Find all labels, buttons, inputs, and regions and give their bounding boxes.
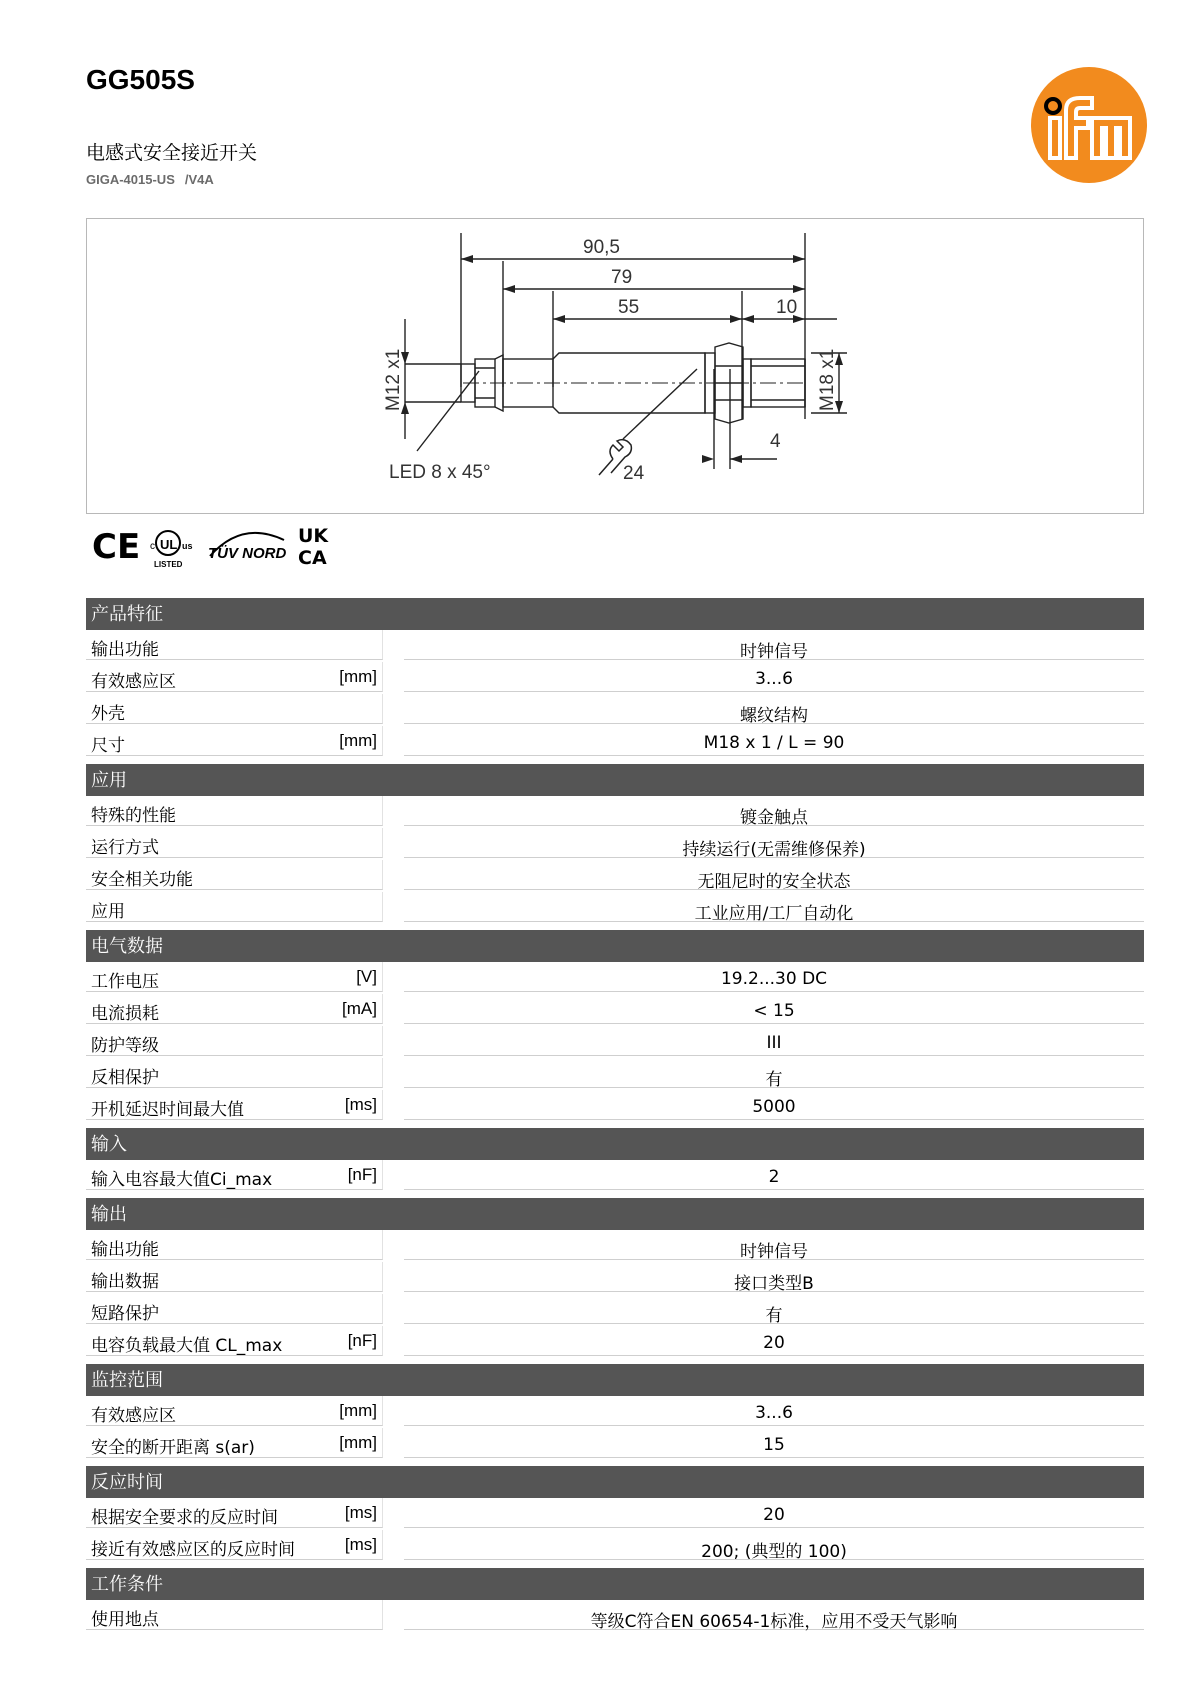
tuv-nord-icon xyxy=(208,533,287,562)
spec-table xyxy=(86,598,1144,1638)
dimension-drawing-frame xyxy=(86,218,1144,514)
thread-m12: M12 x1 xyxy=(383,348,404,411)
spec-value-cell xyxy=(404,694,1144,724)
product-subtitle: 电感式安全接近开关 xyxy=(86,142,258,164)
spec-row xyxy=(86,1294,1144,1326)
spec-unit: [nF] xyxy=(347,1165,377,1184)
spec-label: 尺寸 xyxy=(91,736,125,756)
spec-value: 持续运行(无需维修保养) xyxy=(682,840,866,860)
spec-value-cell xyxy=(404,1026,1144,1056)
spec-value: 200; (典型的 100) xyxy=(701,1542,847,1562)
section-header: 工作条件 xyxy=(86,1568,1144,1600)
spec-label-cell xyxy=(86,994,383,1024)
spec-label: 接近有效感应区的反应时间 xyxy=(91,1540,295,1560)
spec-value-cell xyxy=(404,726,1144,756)
spec-value-cell xyxy=(404,860,1144,890)
spec-value: < 15 xyxy=(753,1001,795,1021)
spec-value: 螺纹结构 xyxy=(740,706,808,726)
section-header: 反应时间 xyxy=(86,1466,1144,1498)
spec-row xyxy=(86,796,1144,828)
spec-label-cell xyxy=(86,1530,383,1560)
spec-row xyxy=(86,694,1144,726)
spec-value-cell xyxy=(404,1090,1144,1120)
spec-value: 接口类型B xyxy=(734,1274,814,1294)
svg-text:CA: CA xyxy=(298,547,327,569)
spec-value: 15 xyxy=(763,1435,785,1455)
section-header: 监控范围 xyxy=(86,1364,1144,1396)
spec-label-cell xyxy=(86,1326,383,1356)
spec-label-cell xyxy=(86,892,383,922)
spec-row xyxy=(86,994,1144,1026)
spec-value: 有 xyxy=(765,1070,783,1090)
spec-label: 输出数据 xyxy=(91,1272,159,1292)
spec-row xyxy=(86,1498,1144,1530)
spec-unit: [nF] xyxy=(347,1331,377,1350)
spec-value: M18 x 1 / L = 90 xyxy=(703,733,845,753)
led-label: LED 8 x 45° xyxy=(389,462,491,483)
spec-label-cell xyxy=(86,1026,383,1056)
variant-code: GIGA-4015-US xyxy=(86,172,175,187)
spec-label: 安全的断开距离 s(ar) xyxy=(91,1438,255,1458)
section-header: 输出 xyxy=(86,1198,1144,1230)
spec-row xyxy=(86,630,1144,662)
spec-label-cell xyxy=(86,828,383,858)
spec-row xyxy=(86,860,1144,892)
thread-m18: M18 x1 xyxy=(817,348,838,411)
spec-label: 应用 xyxy=(91,902,125,922)
spec-value: 20 xyxy=(763,1333,785,1353)
spec-unit: [V] xyxy=(356,967,377,986)
spec-value: 时钟信号 xyxy=(740,1242,808,1262)
spec-row xyxy=(86,1530,1144,1562)
spec-value-cell xyxy=(404,630,1144,660)
spec-label: 短路保护 xyxy=(91,1304,159,1324)
spec-label-cell xyxy=(86,962,383,992)
dim-79: 79 xyxy=(611,267,633,288)
spec-label: 开机延迟时间最大值 xyxy=(91,1100,244,1120)
spec-label-cell xyxy=(86,1498,383,1528)
spec-value-cell xyxy=(404,828,1144,858)
spec-label: 有效感应区 xyxy=(91,1406,176,1426)
spec-unit: [ms] xyxy=(344,1503,377,1522)
spec-value-cell xyxy=(404,1396,1144,1426)
spec-value-cell xyxy=(404,1600,1144,1630)
spec-value-cell xyxy=(404,962,1144,992)
spec-row xyxy=(86,828,1144,860)
spec-value-cell xyxy=(404,796,1144,826)
spec-label: 工作电压 xyxy=(91,972,159,992)
spec-unit: [mm] xyxy=(339,731,377,750)
spec-unit: [ms] xyxy=(344,1535,377,1554)
spec-value: 3...6 xyxy=(755,1403,793,1423)
spec-label-cell xyxy=(86,796,383,826)
spec-value-cell xyxy=(404,892,1144,922)
spec-value-cell xyxy=(404,1230,1144,1260)
dimension-drawing xyxy=(87,219,1145,515)
spec-row xyxy=(86,1026,1144,1058)
dim-4: 4 xyxy=(770,431,781,452)
spec-label-cell xyxy=(86,694,383,724)
spec-row xyxy=(86,892,1144,924)
spec-label: 电流损耗 xyxy=(91,1004,159,1024)
certification-marks xyxy=(92,522,372,572)
dim-total-length: 90,5 xyxy=(583,237,620,258)
spec-label-cell xyxy=(86,726,383,756)
spec-row xyxy=(86,1396,1144,1428)
spec-label-cell xyxy=(86,1160,383,1190)
spec-label-cell xyxy=(86,1600,383,1630)
product-code: GG505S xyxy=(86,64,195,95)
wrench-size: 24 xyxy=(623,463,645,484)
spec-label: 特殊的性能 xyxy=(91,806,176,826)
spec-label: 外壳 xyxy=(91,704,125,724)
spec-label: 反相保护 xyxy=(91,1068,159,1088)
spec-value: 20 xyxy=(763,1505,785,1525)
spec-value-cell xyxy=(404,1428,1144,1458)
spec-label-cell xyxy=(86,1090,383,1120)
spec-label-cell xyxy=(86,630,383,660)
spec-row xyxy=(86,1230,1144,1262)
svg-text:LISTED: LISTED xyxy=(154,560,183,569)
spec-value-cell xyxy=(404,662,1144,692)
variant-material: /V4A xyxy=(184,172,214,187)
spec-value-cell xyxy=(404,994,1144,1024)
spec-value: 有 xyxy=(765,1306,783,1326)
section-header: 输入 xyxy=(86,1128,1144,1160)
spec-row xyxy=(86,726,1144,758)
spec-value: 3...6 xyxy=(755,669,793,689)
section-gap xyxy=(86,1632,1144,1638)
spec-value: 5000 xyxy=(752,1097,796,1117)
spec-unit: [ms] xyxy=(344,1095,377,1114)
spec-value: 镀金触点 xyxy=(740,808,808,828)
spec-label: 防护等级 xyxy=(91,1036,159,1056)
spec-row xyxy=(86,1600,1144,1632)
spec-row xyxy=(86,1058,1144,1090)
spec-row xyxy=(86,1160,1144,1192)
svg-text:TÜV NORD: TÜV NORD xyxy=(208,545,287,562)
spec-label-cell xyxy=(86,1058,383,1088)
spec-value-cell xyxy=(404,1160,1144,1190)
spec-label: 安全相关功能 xyxy=(91,870,193,890)
spec-value-cell xyxy=(404,1262,1144,1292)
spec-label-cell xyxy=(86,1428,383,1458)
ukca-mark-icon xyxy=(298,525,329,569)
spec-label: 电容负载最大值 CL_max xyxy=(91,1336,283,1356)
spec-value: 2 xyxy=(768,1167,780,1187)
spec-row xyxy=(86,1262,1144,1294)
spec-row xyxy=(86,1428,1144,1460)
ifm-logo xyxy=(1030,66,1148,184)
spec-value-cell xyxy=(404,1498,1144,1528)
spec-label-cell xyxy=(86,1230,383,1260)
spec-label-cell xyxy=(86,1396,383,1426)
spec-row xyxy=(86,662,1144,694)
spec-value: 无阻尼时的安全状态 xyxy=(697,872,851,892)
spec-label-cell xyxy=(86,860,383,890)
section-header: 产品特征 xyxy=(86,598,1144,630)
spec-label: 运行方式 xyxy=(91,838,159,858)
spec-row xyxy=(86,962,1144,994)
spec-label-cell xyxy=(86,1294,383,1324)
spec-value: 工业应用/工厂自动化 xyxy=(694,904,854,924)
product-variant xyxy=(86,172,224,187)
ce-mark-icon xyxy=(92,527,140,567)
svg-text:UL: UL xyxy=(160,537,178,552)
spec-value: 时钟信号 xyxy=(740,642,808,662)
spec-unit: [mm] xyxy=(339,1401,377,1420)
spec-value-cell xyxy=(404,1530,1144,1560)
spec-label-cell xyxy=(86,662,383,692)
spec-value: 19.2...30 DC xyxy=(720,969,828,989)
spec-value-cell xyxy=(404,1058,1144,1088)
dim-55: 55 xyxy=(618,297,640,318)
spec-label: 输出功能 xyxy=(91,1240,159,1260)
svg-text:CE: CE xyxy=(92,527,141,567)
spec-label: 使用地点 xyxy=(91,1610,159,1630)
spec-value-cell xyxy=(404,1326,1144,1356)
svg-text:c: c xyxy=(150,541,155,552)
section-header: 应用 xyxy=(86,764,1144,796)
spec-label-cell xyxy=(86,1262,383,1292)
ul-listed-icon xyxy=(150,531,193,569)
spec-label: 输出功能 xyxy=(91,640,159,660)
spec-label: 输入电容最大值Ci_max xyxy=(91,1170,273,1190)
spec-label: 根据安全要求的反应时间 xyxy=(91,1508,278,1528)
spec-row xyxy=(86,1326,1144,1358)
spec-label: 有效感应区 xyxy=(91,672,176,692)
spec-value-cell xyxy=(404,1294,1144,1324)
svg-text:us: us xyxy=(182,541,193,551)
spec-unit: [mA] xyxy=(342,999,377,1018)
section-header: 电气数据 xyxy=(86,930,1144,962)
spec-unit: [mm] xyxy=(339,1433,377,1452)
spec-value: 等级C符合EN 60654-1标准，应用不受天气影响 xyxy=(590,1612,958,1632)
spec-value: III xyxy=(766,1033,782,1053)
spec-unit: [mm] xyxy=(339,667,377,686)
dim-10: 10 xyxy=(776,297,798,318)
svg-text:UK: UK xyxy=(298,525,329,547)
spec-row xyxy=(86,1090,1144,1122)
